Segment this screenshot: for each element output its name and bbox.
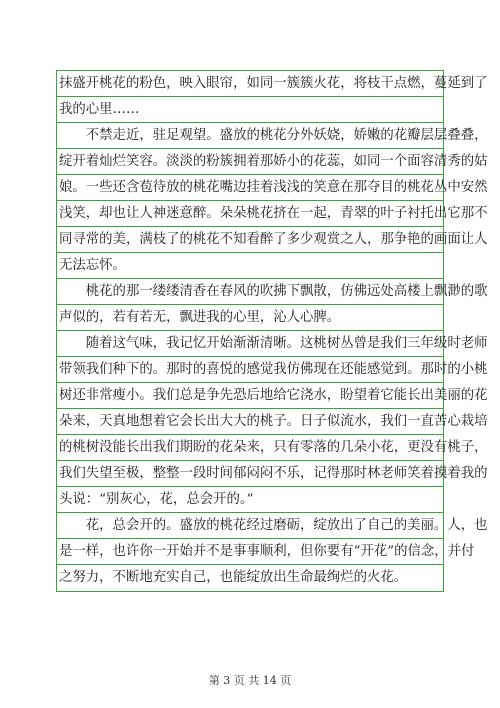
page-number-footer: 第 3 页 共 14 页 bbox=[208, 674, 292, 687]
text-line: 朵来，天真地想着它会长出大大的桃子。日子似流水，我们一直苦心栽培 bbox=[57, 409, 443, 435]
text-line: 我们失望至极，整整一段时间郁闷闷不乐，记得那时林老师笑着摸着我的 bbox=[57, 461, 443, 487]
text-line: 绽开着灿烂笑容。淡淡的粉簇拥着那娇小的花蕊，如同一个面容清秀的姑 bbox=[57, 149, 443, 175]
text-line: 声似的，若有若无，飘进我的心里，沁人心脾。 bbox=[57, 305, 443, 331]
text-line: 抹盛开桃花的粉色，映入眼帘，如同一簇簇火花，将枝干点燃，蔓延到了 bbox=[57, 71, 443, 97]
text-line: 花，总会开的。盛放的桃花经过磨砺，绽放出了自己的美丽。人，也 bbox=[57, 513, 443, 539]
text-line: 随着这气味，我记忆开始渐渐清晰。这桃树丛曾是我们三年级时老师 bbox=[57, 331, 443, 357]
text-line: 的桃树没能长出我们期盼的花朵来，只有零落的几朵小花，更没有桃子， bbox=[57, 435, 443, 461]
text-line: 之努力，不断地充实自己，也能绽放出生命最绚烂的火花。 bbox=[59, 570, 408, 585]
text-line: 头说：“别灰心，花，总会开的。” bbox=[57, 487, 443, 513]
text-line: 同寻常的美，满枝了的桃花不知看醉了多少观赏之人，那争艳的画面让人 bbox=[57, 227, 443, 253]
ruled-text-frame bbox=[56, 70, 488, 592]
text-line: 不禁走近，驻足观望。盛放的桃花分外妖娆，娇嫩的花瓣层层叠叠， bbox=[57, 123, 443, 149]
text-line: 桃花的那一缕缕清香在春风的吹拂下飘散，仿佛远处高楼上飘渺的歌 bbox=[57, 279, 443, 305]
text-line: 浅笑，却也让人神迷意醉。朵朵桃花挤在一起，青翠的叶子衬托出它那不 bbox=[57, 201, 443, 227]
text-line: 无法忘怀。 bbox=[57, 253, 443, 279]
text-line: 带领我们种下的。那时的喜悦的感觉我仿佛现在还能感觉到。那时的小桃 bbox=[57, 357, 443, 383]
text-line: 娘。一些还含苞待放的桃花嘴边挂着浅浅的笑意在那夺目的桃花丛中安然 bbox=[57, 175, 443, 201]
text-line: 树还非常瘦小。我们总是争先恐后地给它浇水，盼望着它能长出美丽的花 bbox=[57, 383, 443, 409]
text-line: 我的心里…… bbox=[57, 97, 443, 123]
text-line: 是一样，也许你一开始并不是事事顺利，但你要有“开花”的信念，并付 bbox=[57, 539, 443, 565]
